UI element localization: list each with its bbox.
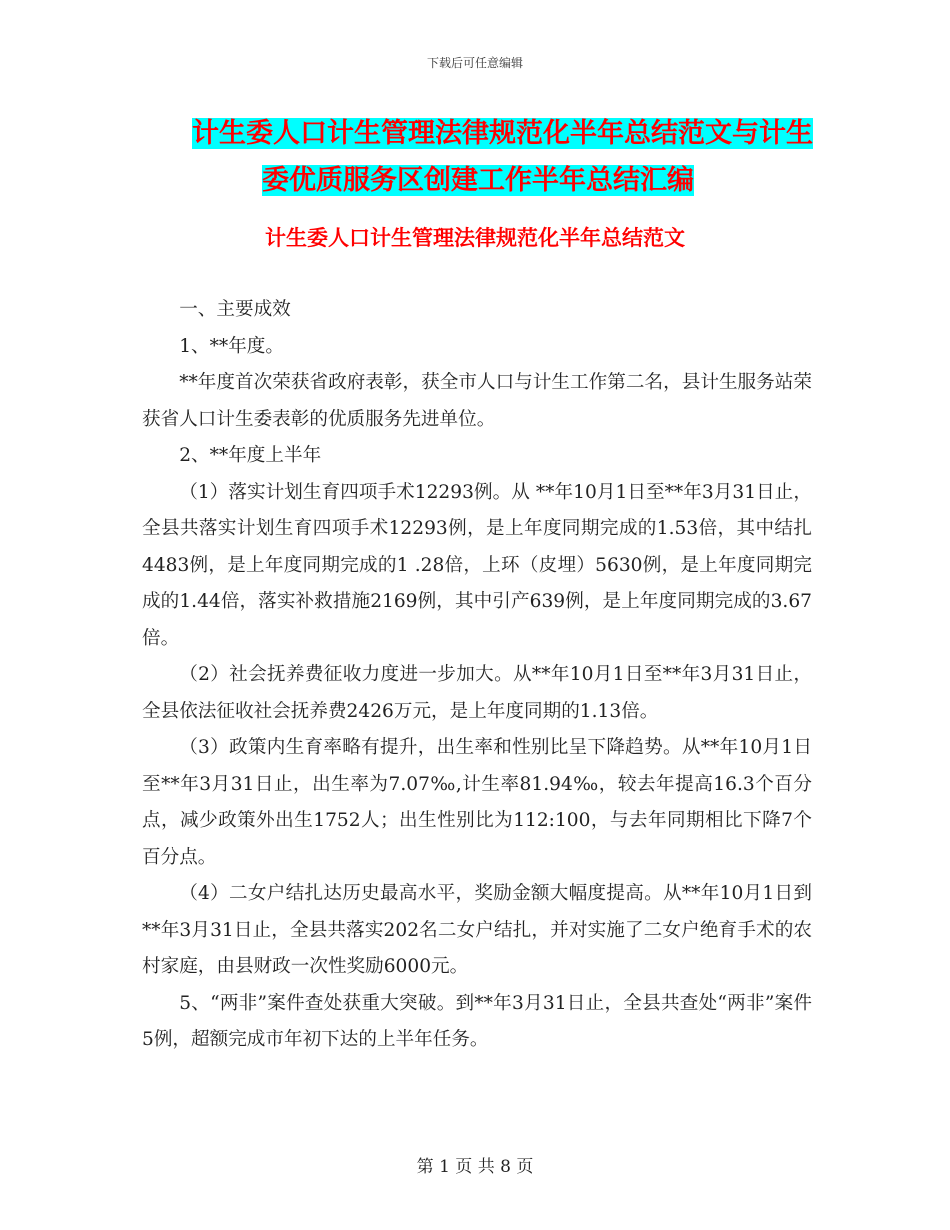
item-heading: 2、**年度上半年 [179,445,322,466]
body-paragraph: 5、“两非”案件查处获重大突破。到**年3月31日止，全县共查处“两非”案件5例，超额完成市年初下达的上半年任务。 [142,992,812,1050]
document-body [142,292,812,1059]
item-heading: 1、**年度。 [179,335,284,357]
document-title-line-1 [142,110,822,157]
body-paragraph: （3）政策内生育率略有提升，出生率和性别比呈下降趋势。从**年10月1日至**年3月31日止，出生率为7.07‰,计生率81.94‰，较去年提高16.3个百分点，减少政策外出生1752人；出生性别比为112:100，与去年同期相比下降7个百分点。 [142,737,812,868]
section-title: 计生委人口计生管理法律规范化半年总结范文 [265,226,685,250]
body-paragraph: **年度首次荣获省政府表彰，获全市人口与计生工作第二名，县计生服务站荣获省人口计生委表彰的优质服务先进单位。 [142,372,812,430]
section-heading: 一、主要成效 [179,299,291,320]
document-title-line-2 [142,157,822,204]
document-title [142,110,822,204]
title-line-2-text: 委优质服务区创建工作半年总结汇编 [262,165,694,196]
header-note: 下载后可任意编辑 [426,56,523,70]
body-paragraph: （4）二女户结扎达历史最高水平，奖励金额大幅度提高。从**年10月1日到**年3月31日止，全县共落实202名二女户结扎，并对实施了二女户绝育手术的农村家庭，由县财政一次性奖励6000元。 [142,883,812,977]
body-paragraph: （2）社会抚养费征收力度进一步加大。从**年10月1日至**年3月31日止，全县依法征收社会抚养费2426万元，是上年度同期的1.13倍。 [142,664,812,722]
title-line-1-text: 计生委人口计生管理法律规范化半年总结范文与计生 [192,118,813,149]
body-paragraph: （1）落实计划生育四项手术12293例。从 **年10月1日至**年3月31日止，全县共落实计划生育四项手术12293例，是上年度同期完成的1.53倍，其中结扎4483例，是上年度同期完成的1 .28倍，上环（皮埋）5630例，是上年度同期完成的1.44倍，落实补救措施2169例，其中引产639例，是上年度同期完成的3.67倍。 [142,481,812,649]
page-footer: 第 1 页 共 8 页 [416,1157,534,1177]
